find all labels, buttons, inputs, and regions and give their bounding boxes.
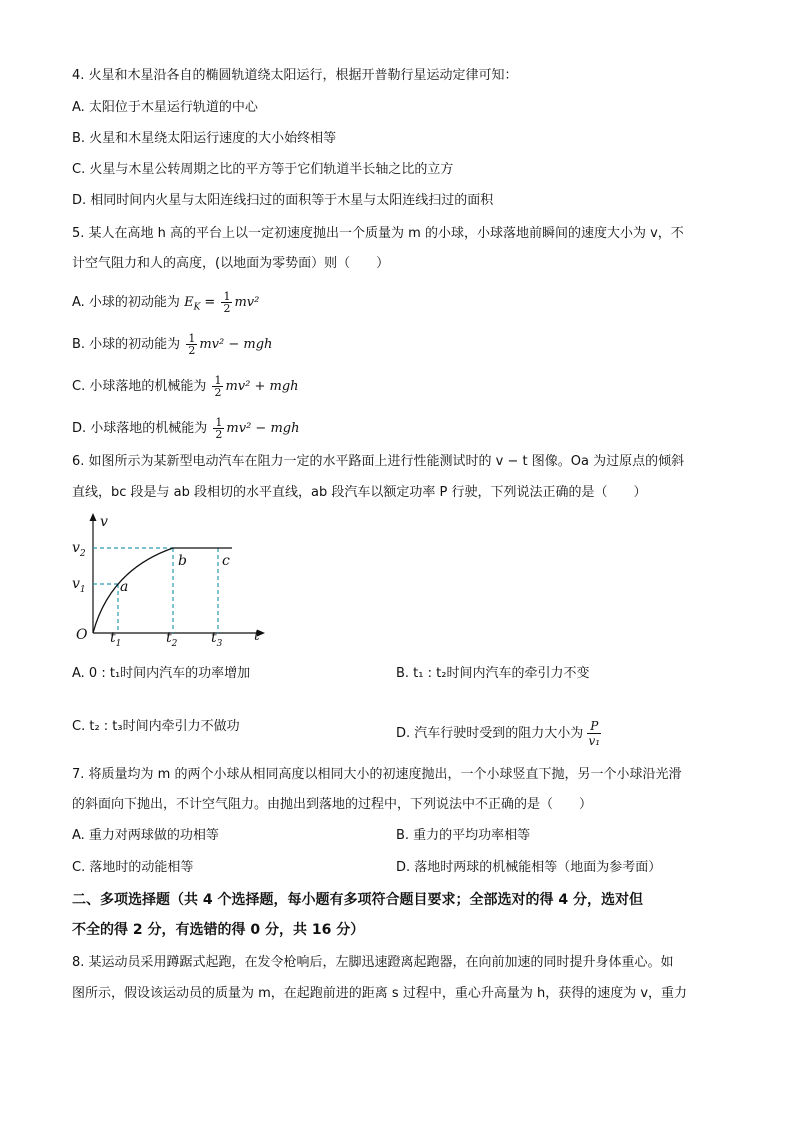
q7-stem-line2: 的斜面向下抛出，不计空气阻力。由抛出到落地的过程中，下列说法中不正确的是（ ）	[72, 797, 593, 812]
q7-option-c: C. 落地时的动能相等	[72, 860, 194, 875]
point-a-label: a	[120, 579, 129, 595]
q5-option-d-text: D. 小球落地的机械能为	[72, 421, 212, 436]
q6-option-d-text: D. 汽车行驶时受到的阻力大小为	[396, 726, 584, 741]
q7-option-a: A. 重力对两球做的功相等	[72, 828, 219, 843]
q6-option-c: C. t₂ : t₃时间内牵引力不做功	[72, 719, 240, 734]
q8-stem-line2: 图所示，假设该运动员的质量为 m，在起跑前进的距离 s 过程中，重心升高量为 h，获得的速度为 v，重力	[72, 986, 688, 1001]
q4-stem: 4. 火星和木星沿各自的椭圆轨道绕太阳运行，根据开普勒行星运动定律可知：	[72, 68, 518, 83]
q5-c-tail: mv² + mgh	[225, 379, 299, 394]
section2-heading-line2: 不全的得 2 分，有选错的得 0 分，共 16 分）	[72, 922, 365, 938]
q7-stem-line1: 7. 将质量均为 m 的两个小球从相同高度以相同大小的初速度抛出，一个小球竖直下抛，另一个小球沿光滑	[72, 767, 682, 782]
q5-stem-line1: 5. 某人在高地 h 高的平台上以一定初速度抛出一个质量为 m 的小球，小球落地前瞬间的速度大小为 v，不	[72, 226, 684, 241]
t2-label: $t_2$	[166, 630, 178, 648]
q5-option-c	[72, 375, 299, 398]
q4-option-d: D. 相同时间内火星与太阳连线扫过的面积等于木星与太阳连线扫过的面积	[72, 193, 494, 208]
q5-option-d	[72, 417, 299, 440]
q8-stem-line1: 8. 某运动员采用蹲踞式起跑，在发令枪响后，左脚迅速蹬离起跑器，在向前加速的同时提升身体重心。如	[72, 955, 674, 970]
q5-option-a-text: A. 小球的初动能为	[72, 295, 185, 310]
q5-b-tail: mv² − mgh	[199, 337, 273, 352]
q7-option-d: D. 落地时两球的机械能相等（地面为参考面）	[396, 860, 662, 875]
v2-label: $v_2$	[72, 540, 86, 559]
q5-option-b-text: B. 小球的初动能为	[72, 337, 185, 352]
point-b-label: b	[178, 553, 187, 569]
section2-heading-line1: 二、多项选择题（共 4 个选择题，每小题有多项符合题目要求；全部选对的得 4 分，选对但	[72, 892, 643, 908]
vt-graph	[70, 508, 270, 648]
q5-stem-line2: 计空气阻力和人的高度，(以地面为零势面）则（ ）	[72, 256, 390, 271]
q5-a-tail: mv²	[234, 295, 260, 310]
q5-c-fraction: $\frac{1}{2}$	[214, 374, 222, 399]
q6-d-fraction: $\frac{P}{\text{v₁}}$	[588, 719, 601, 748]
q5-b-fraction: $\frac{1}{2}$	[188, 332, 196, 357]
v-axis-label: v	[100, 514, 108, 530]
q7-option-b: B. 重力的平均功率相等	[396, 828, 531, 843]
q5-option-c-text: C. 小球落地的机械能为	[72, 379, 211, 394]
q5-d-fraction: $\frac{1}{2}$	[215, 416, 223, 441]
v-axis-arrow	[90, 513, 97, 521]
q6-stem-line2: 直线，bc 段是与 ab 段相切的水平直线，ab 段汽车以额定功率 P 行驶，下列说法正确的是（ ）	[72, 485, 647, 500]
t1-label: $t_1$	[110, 630, 122, 648]
q6-option-d	[396, 719, 601, 748]
vt-curve	[93, 548, 232, 633]
q5-option-b	[72, 333, 272, 356]
q5-a-ek: $E_K$	[184, 295, 201, 313]
q4-option-c: C. 火星与木星公转周期之比的平方等于它们轨道半长轴之比的立方	[72, 162, 454, 177]
q5-d-tail: mv² − mgh	[226, 421, 300, 436]
point-c-label: c	[222, 553, 230, 569]
q4-option-a: A. 太阳位于木星运行轨道的中心	[72, 100, 258, 115]
q5-a-eq: =	[200, 295, 220, 310]
q4-option-b: B. 火星和木星绕太阳运行速度的大小始终相等	[72, 131, 337, 146]
q6-option-a: A. 0 : t₁时间内汽车的功率增加	[72, 666, 251, 681]
t3-label: $t_3$	[211, 630, 223, 648]
q6-option-b: B. t₁ : t₂时间内汽车的牵引力不变	[396, 666, 590, 681]
q6-stem-line1: 6. 如图所示为某新型电动汽车在阻力一定的水平路面上进行性能测试时的 v − t 图像。Oa 为过原点的倾斜	[72, 454, 685, 469]
q5-a-fraction: $\frac{1}{2}$	[223, 290, 231, 315]
q5-option-a	[72, 291, 259, 316]
origin-label: O	[76, 627, 88, 643]
v1-label: $v_1$	[72, 576, 86, 595]
t-axis-label: t	[254, 628, 260, 644]
